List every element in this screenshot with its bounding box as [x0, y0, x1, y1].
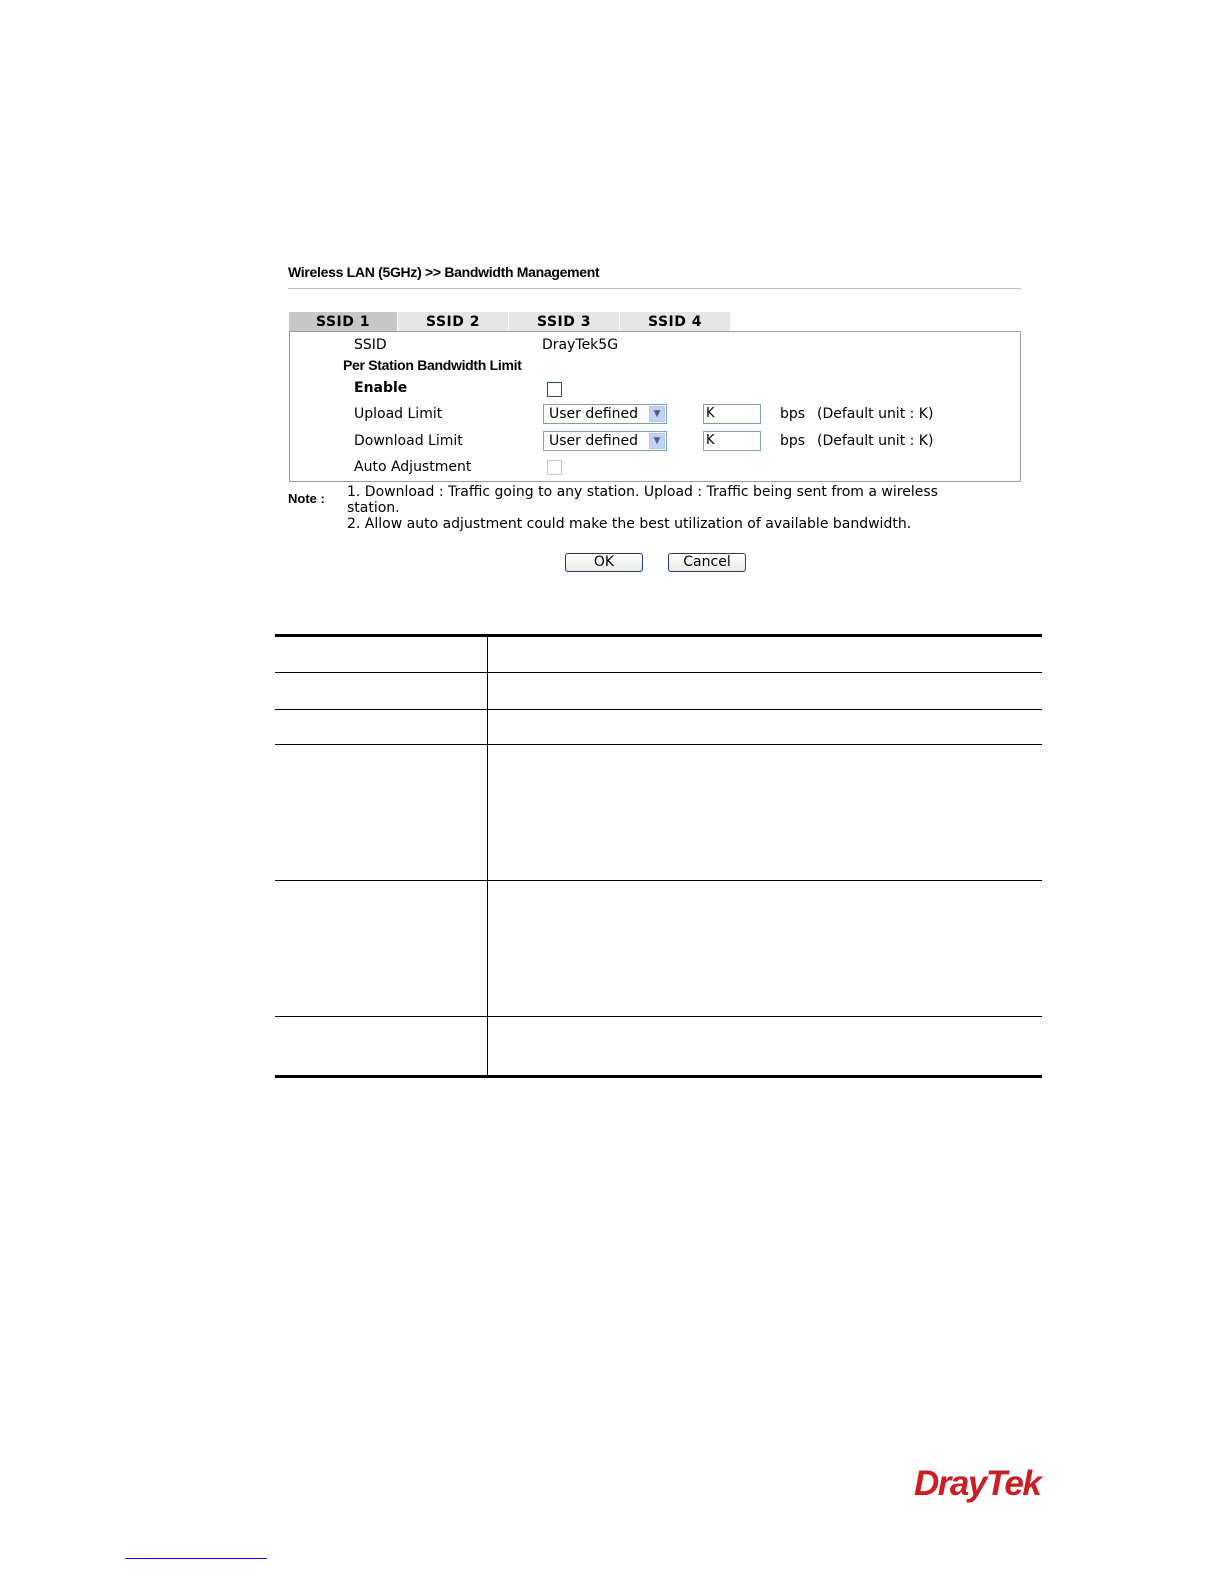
download-limit-select[interactable]: [543, 431, 667, 451]
download-unit: bps: [780, 433, 806, 449]
auto-adjustment-label: Auto Adjustment: [354, 459, 472, 475]
ssid-label: SSID: [354, 337, 387, 353]
title-divider: [288, 288, 1021, 289]
upload-hint: (Default unit : K): [817, 406, 934, 422]
table-top-border: [275, 634, 1042, 637]
note-label: Note :: [288, 491, 325, 506]
tab-ssid-1[interactable]: SSID 1: [289, 312, 397, 332]
table-column-divider: [487, 636, 488, 1076]
draytek-logo: DrayTek: [914, 1464, 1041, 1503]
auto-adjustment-checkbox[interactable]: [547, 460, 562, 475]
tab-ssid-4[interactable]: SSID 4: [620, 312, 730, 332]
ssid-tabs: [289, 312, 730, 332]
upload-limit-input[interactable]: K: [703, 404, 761, 424]
chevron-down-icon[interactable]: ▼: [649, 406, 665, 422]
download-hint: (Default unit : K): [817, 433, 934, 449]
section-title: Per Station Bandwidth Limit: [343, 357, 522, 373]
upload-limit-label: Upload Limit: [354, 406, 443, 422]
download-limit-input[interactable]: K: [703, 431, 761, 451]
cancel-button[interactable]: Cancel: [668, 553, 746, 572]
note-line-1-cont: station.: [347, 500, 400, 516]
enable-label: Enable: [354, 380, 408, 396]
table-row-divider: [275, 709, 1042, 710]
upload-limit-select-value: User defined: [549, 406, 639, 422]
note-line-1: 1. Download : Traffic going to any station. Upload : Traffic being sent from a wireless: [347, 484, 938, 500]
chevron-down-icon[interactable]: ▼: [649, 433, 665, 449]
upload-limit-select[interactable]: [543, 404, 667, 424]
table-row-divider: [275, 880, 1042, 881]
upload-unit: bps: [780, 406, 806, 422]
tab-ssid-3[interactable]: SSID 3: [509, 312, 619, 332]
tab-ssid-2[interactable]: SSID 2: [398, 312, 508, 332]
download-limit-select-value: User defined: [549, 433, 639, 449]
footer-rule: [125, 1558, 267, 1559]
note-line-2: 2. Allow auto adjustment could make the best utilization of available bandwidth.: [347, 516, 912, 532]
table-row-divider: [275, 1016, 1042, 1017]
ssid-value: DrayTek5G: [542, 337, 619, 353]
enable-checkbox[interactable]: [547, 382, 562, 397]
ok-button[interactable]: OK: [565, 553, 643, 572]
download-limit-label: Download Limit: [354, 433, 463, 449]
table-bottom-border: [275, 1075, 1042, 1078]
page-title: Wireless LAN (5GHz) >> Bandwidth Management: [288, 264, 600, 280]
table-row-divider: [275, 744, 1042, 745]
table-row-divider: [275, 672, 1042, 673]
